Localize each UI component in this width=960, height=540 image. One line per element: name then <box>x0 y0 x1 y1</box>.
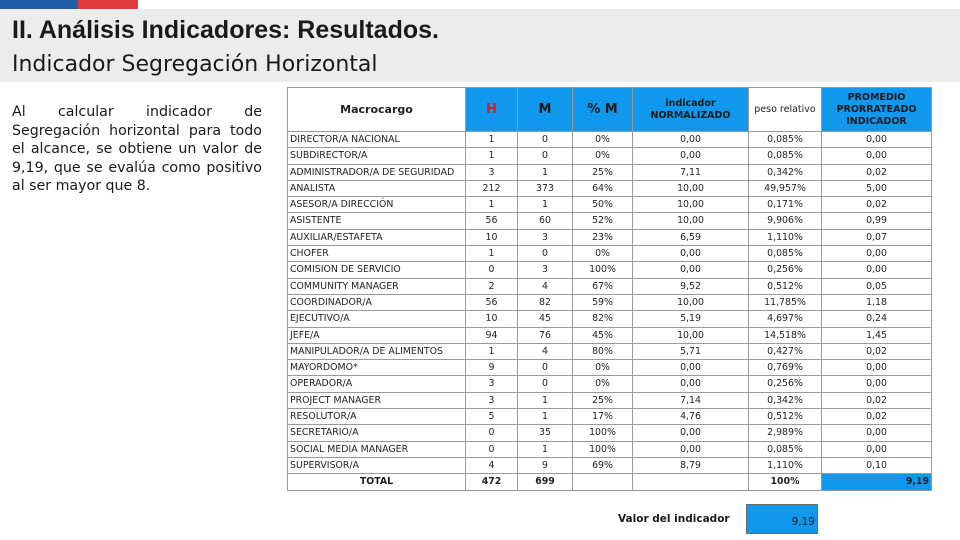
cell-peso-relativo: 0,512% <box>749 409 822 425</box>
cell-normalizado: 8,79 <box>633 457 749 473</box>
cell-peso-relativo: 14,518% <box>749 327 822 343</box>
cell-pct-m: 82% <box>573 311 633 327</box>
page-title: II. Análisis Indicadores: Resultados. <box>12 16 439 44</box>
cell-h: 0 <box>466 262 518 278</box>
cell-peso-relativo: 0,512% <box>749 278 822 294</box>
cell-promedio: 0,00 <box>822 376 932 392</box>
cell-normalizado: 0,00 <box>633 425 749 441</box>
cell-pct-m: 69% <box>573 457 633 473</box>
cell-pct-m: 64% <box>573 180 633 196</box>
cell-m: 0 <box>518 148 573 164</box>
table-header-row <box>288 88 932 132</box>
cell-h: 5 <box>466 409 518 425</box>
total-empty-pct <box>573 474 633 490</box>
cell-h: 3 <box>466 392 518 408</box>
total-empty-norm <box>633 474 749 490</box>
table-row <box>288 360 932 376</box>
cell-promedio: 0,02 <box>822 392 932 408</box>
total-h: 472 <box>466 474 518 490</box>
cell-pct-m: 25% <box>573 164 633 180</box>
header-promedio: PROMEDIO PRORRATEADO INDICADOR <box>822 88 932 132</box>
cell-peso-relativo: 0,427% <box>749 343 822 359</box>
cell-peso-relativo: 0,769% <box>749 360 822 376</box>
cell-peso-relativo: 0,256% <box>749 262 822 278</box>
cell-peso-relativo: 0,171% <box>749 197 822 213</box>
cell-m: 60 <box>518 213 573 229</box>
cell-m: 3 <box>518 262 573 278</box>
table-row <box>288 246 932 262</box>
cell-h: 0 <box>466 441 518 457</box>
table-row <box>288 409 932 425</box>
cell-cargo: RESOLUTOR/A <box>288 409 466 425</box>
cell-normalizado: 0,00 <box>633 441 749 457</box>
cell-m: 1 <box>518 409 573 425</box>
cell-h: 3 <box>466 164 518 180</box>
cell-promedio: 0,00 <box>822 148 932 164</box>
valor-indicador-box: 9,19 <box>746 504 818 534</box>
cell-m: 82 <box>518 294 573 310</box>
cell-cargo: AUXILIAR/ESTAFETA <box>288 229 466 245</box>
body-paragraph: Al calcular indicador de Segregación horizontal para todo el alcance, se obtiene un valor de 9,19, que se evalúa como positivo al ser mayor que 8. <box>12 104 262 195</box>
cell-peso-relativo: 4,697% <box>749 311 822 327</box>
cell-m: 76 <box>518 327 573 343</box>
cell-h: 94 <box>466 327 518 343</box>
cell-h: 1 <box>466 148 518 164</box>
cell-pct-m: 80% <box>573 343 633 359</box>
header-h: H <box>466 88 518 132</box>
cell-normalizado: 5,19 <box>633 311 749 327</box>
cell-cargo: JEFE/A <box>288 327 466 343</box>
header-macrocargo: Macrocargo <box>288 88 466 132</box>
cell-cargo: EJECUTIVO/A <box>288 311 466 327</box>
cell-cargo: ASESOR/A DIRECCIÓN <box>288 197 466 213</box>
cell-pct-m: 0% <box>573 148 633 164</box>
total-peso: 100% <box>749 474 822 490</box>
cell-h: 9 <box>466 360 518 376</box>
cell-m: 1 <box>518 392 573 408</box>
cell-m: 4 <box>518 343 573 359</box>
cell-normalizado: 10,00 <box>633 213 749 229</box>
cell-cargo: SUPERVISOR/A <box>288 457 466 473</box>
cell-m: 0 <box>518 360 573 376</box>
cell-promedio: 0,99 <box>822 213 932 229</box>
cell-promedio: 0,00 <box>822 246 932 262</box>
cell-cargo: COMMUNITY MANAGER <box>288 278 466 294</box>
table-row <box>288 213 932 229</box>
cell-cargo: MANIPULADOR/A DE ALIMENTOS <box>288 343 466 359</box>
cell-cargo: SECRETARIO/A <box>288 425 466 441</box>
indicator-table <box>287 87 932 491</box>
total-m: 699 <box>518 474 573 490</box>
table-row <box>288 132 932 148</box>
cell-promedio: 0,00 <box>822 360 932 376</box>
cell-promedio: 0,10 <box>822 457 932 473</box>
cell-promedio: 5,00 <box>822 180 932 196</box>
cell-cargo: PROJECT MANAGER <box>288 392 466 408</box>
table-total-row <box>288 474 932 490</box>
cell-m: 1 <box>518 441 573 457</box>
valor-indicador-label: Valor del indicador <box>618 513 730 525</box>
cell-m: 45 <box>518 311 573 327</box>
cell-m: 373 <box>518 180 573 196</box>
table-row <box>288 278 932 294</box>
table-row <box>288 343 932 359</box>
header-normalizado: indicador NORMALIZADO <box>633 88 749 132</box>
cell-promedio: 0,07 <box>822 229 932 245</box>
cell-pct-m: 23% <box>573 229 633 245</box>
cell-peso-relativo: 0,342% <box>749 164 822 180</box>
cell-normalizado: 7,11 <box>633 164 749 180</box>
cell-m: 1 <box>518 164 573 180</box>
cell-promedio: 0,00 <box>822 425 932 441</box>
cell-m: 1 <box>518 197 573 213</box>
cell-pct-m: 25% <box>573 392 633 408</box>
cell-peso-relativo: 0,085% <box>749 148 822 164</box>
cell-promedio: 0,00 <box>822 132 932 148</box>
cell-normalizado: 10,00 <box>633 197 749 213</box>
cell-m: 9 <box>518 457 573 473</box>
cell-m: 4 <box>518 278 573 294</box>
cell-m: 0 <box>518 132 573 148</box>
total-promedio: 9,19 <box>822 474 932 490</box>
cell-pct-m: 100% <box>573 262 633 278</box>
header-pct-m: % M <box>573 88 633 132</box>
cell-promedio: 0,02 <box>822 343 932 359</box>
page-subtitle: Indicador Segregación Horizontal <box>12 52 378 77</box>
cell-promedio: 0,00 <box>822 441 932 457</box>
cell-peso-relativo: 0,085% <box>749 441 822 457</box>
cell-normalizado: 0,00 <box>633 148 749 164</box>
cell-promedio: 0,02 <box>822 164 932 180</box>
cell-normalizado: 9,52 <box>633 278 749 294</box>
table-row <box>288 164 932 180</box>
cell-h: 2 <box>466 278 518 294</box>
cell-cargo: ADMINISTRADOR/A DE SEGURIDAD <box>288 164 466 180</box>
cell-cargo: SUBDIRECTOR/A <box>288 148 466 164</box>
cell-h: 10 <box>466 311 518 327</box>
cell-peso-relativo: 9,906% <box>749 213 822 229</box>
cell-normalizado: 0,00 <box>633 132 749 148</box>
cell-cargo: OPERADOR/A <box>288 376 466 392</box>
cell-peso-relativo: 1,110% <box>749 457 822 473</box>
cell-promedio: 0,02 <box>822 197 932 213</box>
cell-pct-m: 45% <box>573 327 633 343</box>
table-row <box>288 327 932 343</box>
cell-normalizado: 7,14 <box>633 392 749 408</box>
cell-promedio: 0,24 <box>822 311 932 327</box>
cell-pct-m: 59% <box>573 294 633 310</box>
cell-h: 10 <box>466 229 518 245</box>
cell-cargo: MAYORDOMO* <box>288 360 466 376</box>
cell-h: 3 <box>466 376 518 392</box>
cell-peso-relativo: 0,256% <box>749 376 822 392</box>
cell-h: 1 <box>466 246 518 262</box>
cell-peso-relativo: 0,085% <box>749 132 822 148</box>
cell-h: 1 <box>466 343 518 359</box>
cell-peso-relativo: 11,785% <box>749 294 822 310</box>
table-row <box>288 262 932 278</box>
total-label: TOTAL <box>288 474 466 490</box>
header-m: M <box>518 88 573 132</box>
cell-pct-m: 17% <box>573 409 633 425</box>
cell-normalizado: 6,59 <box>633 229 749 245</box>
table-row <box>288 441 932 457</box>
cell-peso-relativo: 0,085% <box>749 246 822 262</box>
header-peso-relativo: peso relativo <box>749 88 822 132</box>
cell-pct-m: 0% <box>573 360 633 376</box>
cell-peso-relativo: 2,989% <box>749 425 822 441</box>
cell-promedio: 0,02 <box>822 409 932 425</box>
cell-peso-relativo: 0,342% <box>749 392 822 408</box>
cell-cargo: SOCIAL MEDIA MANAGER <box>288 441 466 457</box>
cell-m: 0 <box>518 246 573 262</box>
cell-pct-m: 67% <box>573 278 633 294</box>
cell-normalizado: 10,00 <box>633 180 749 196</box>
cell-normalizado: 0,00 <box>633 376 749 392</box>
cell-cargo: ASISTENTE <box>288 213 466 229</box>
cell-promedio: 0,00 <box>822 262 932 278</box>
cell-pct-m: 100% <box>573 425 633 441</box>
cell-pct-m: 0% <box>573 246 633 262</box>
cell-m: 0 <box>518 376 573 392</box>
cell-peso-relativo: 49,957% <box>749 180 822 196</box>
table-row <box>288 425 932 441</box>
cell-cargo: COORDINADOR/A <box>288 294 466 310</box>
cell-cargo: ANALISTA <box>288 180 466 196</box>
cell-h: 56 <box>466 294 518 310</box>
cell-promedio: 1,45 <box>822 327 932 343</box>
cell-pct-m: 0% <box>573 132 633 148</box>
cell-promedio: 0,05 <box>822 278 932 294</box>
cell-promedio: 1,18 <box>822 294 932 310</box>
cell-normalizado: 5,71 <box>633 343 749 359</box>
table-row <box>288 457 932 473</box>
cell-normalizado: 0,00 <box>633 262 749 278</box>
cell-cargo: DIRECTOR/A NACIONAL <box>288 132 466 148</box>
cell-pct-m: 100% <box>573 441 633 457</box>
cell-normalizado: 0,00 <box>633 360 749 376</box>
flag-stripe-red <box>78 0 138 9</box>
indicator-table-container <box>287 87 932 491</box>
cell-cargo: CHOFER <box>288 246 466 262</box>
cell-h: 0 <box>466 425 518 441</box>
cell-peso-relativo: 1,110% <box>749 229 822 245</box>
table-row <box>288 180 932 196</box>
cell-cargo: COMISION DE SERVICIO <box>288 262 466 278</box>
flag-stripe-blue <box>0 0 78 9</box>
table-row <box>288 197 932 213</box>
cell-h: 1 <box>466 132 518 148</box>
cell-pct-m: 50% <box>573 197 633 213</box>
cell-m: 3 <box>518 229 573 245</box>
cell-h: 56 <box>466 213 518 229</box>
cell-pct-m: 52% <box>573 213 633 229</box>
table-row <box>288 376 932 392</box>
cell-m: 35 <box>518 425 573 441</box>
table-row <box>288 148 932 164</box>
cell-h: 1 <box>466 197 518 213</box>
table-row <box>288 392 932 408</box>
cell-normalizado: 0,00 <box>633 246 749 262</box>
cell-normalizado: 10,00 <box>633 327 749 343</box>
cell-h: 4 <box>466 457 518 473</box>
cell-h: 212 <box>466 180 518 196</box>
table-row <box>288 294 932 310</box>
cell-normalizado: 4,76 <box>633 409 749 425</box>
table-row <box>288 311 932 327</box>
cell-pct-m: 0% <box>573 376 633 392</box>
cell-normalizado: 10,00 <box>633 294 749 310</box>
table-row <box>288 229 932 245</box>
